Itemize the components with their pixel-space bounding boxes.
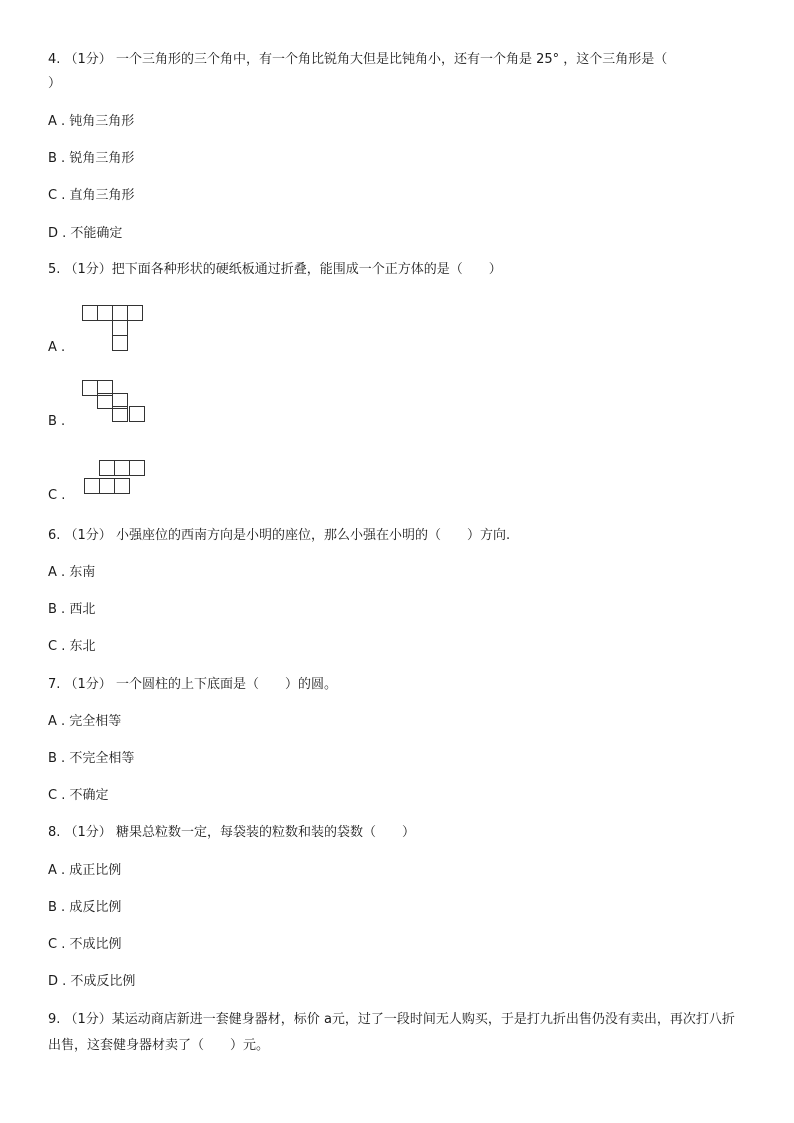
q4-option-c: C . 直角三角形 xyxy=(48,188,135,203)
question-5-stem: 5. （1分）把下面各种形状的硬纸板通过折叠，能围成一个正方体的是（ ） xyxy=(48,262,502,277)
q7-option-a: A . 完全相等 xyxy=(48,714,122,729)
q5-option-a: A . xyxy=(48,340,66,355)
q7-option-b: B . 不完全相等 xyxy=(48,751,135,766)
question-4-stem: 4. （1分） 一个三角形的三个角中，有一个角比锐角大但是比钝角小，还有一个角是 25° ，这个三角形是（ xyxy=(48,52,668,67)
q6-option-a: A . 东南 xyxy=(48,565,96,580)
q7-option-c: C . 不确定 xyxy=(48,788,109,803)
q8-option-d: D . 不成反比例 xyxy=(48,974,136,989)
question-7-stem: 7. （1分） 一个圆柱的上下底面是（ ）的圆。 xyxy=(48,677,337,692)
question-9-stem: 9. （1分）某运动商店新进一套健身器材，标价 a元，过了一段时间无人购买，于是打九折出售仍没有卖出，再次打八折出售，这套健身器材卖了（ ）元。 xyxy=(48,1012,735,1053)
q5-option-c: C . xyxy=(48,488,66,503)
q6-option-b: B . 西北 xyxy=(48,602,96,617)
question-4-stem-cont: ） xyxy=(48,76,62,91)
question-8-stem: 8. （1分） 糖果总粒数一定，每袋装的粒数和装的袋数（ ） xyxy=(48,825,415,840)
q4-option-b: B . 锐角三角形 xyxy=(48,151,135,166)
q4-option-a: A . 钝角三角形 xyxy=(48,114,135,129)
q8-option-b: B . 成反比例 xyxy=(48,900,122,915)
q8-option-a: A . 成正比例 xyxy=(48,863,122,878)
q4-option-d: D . 不能确定 xyxy=(48,226,123,241)
q8-option-c: C . 不成比例 xyxy=(48,937,122,952)
question-6-stem: 6. （1分） 小强座位的西南方向是小明的座位，那么小强在小明的（ ）方向. xyxy=(48,528,511,543)
q5-option-b: B . xyxy=(48,414,66,429)
q6-option-c: C . 东北 xyxy=(48,639,96,654)
